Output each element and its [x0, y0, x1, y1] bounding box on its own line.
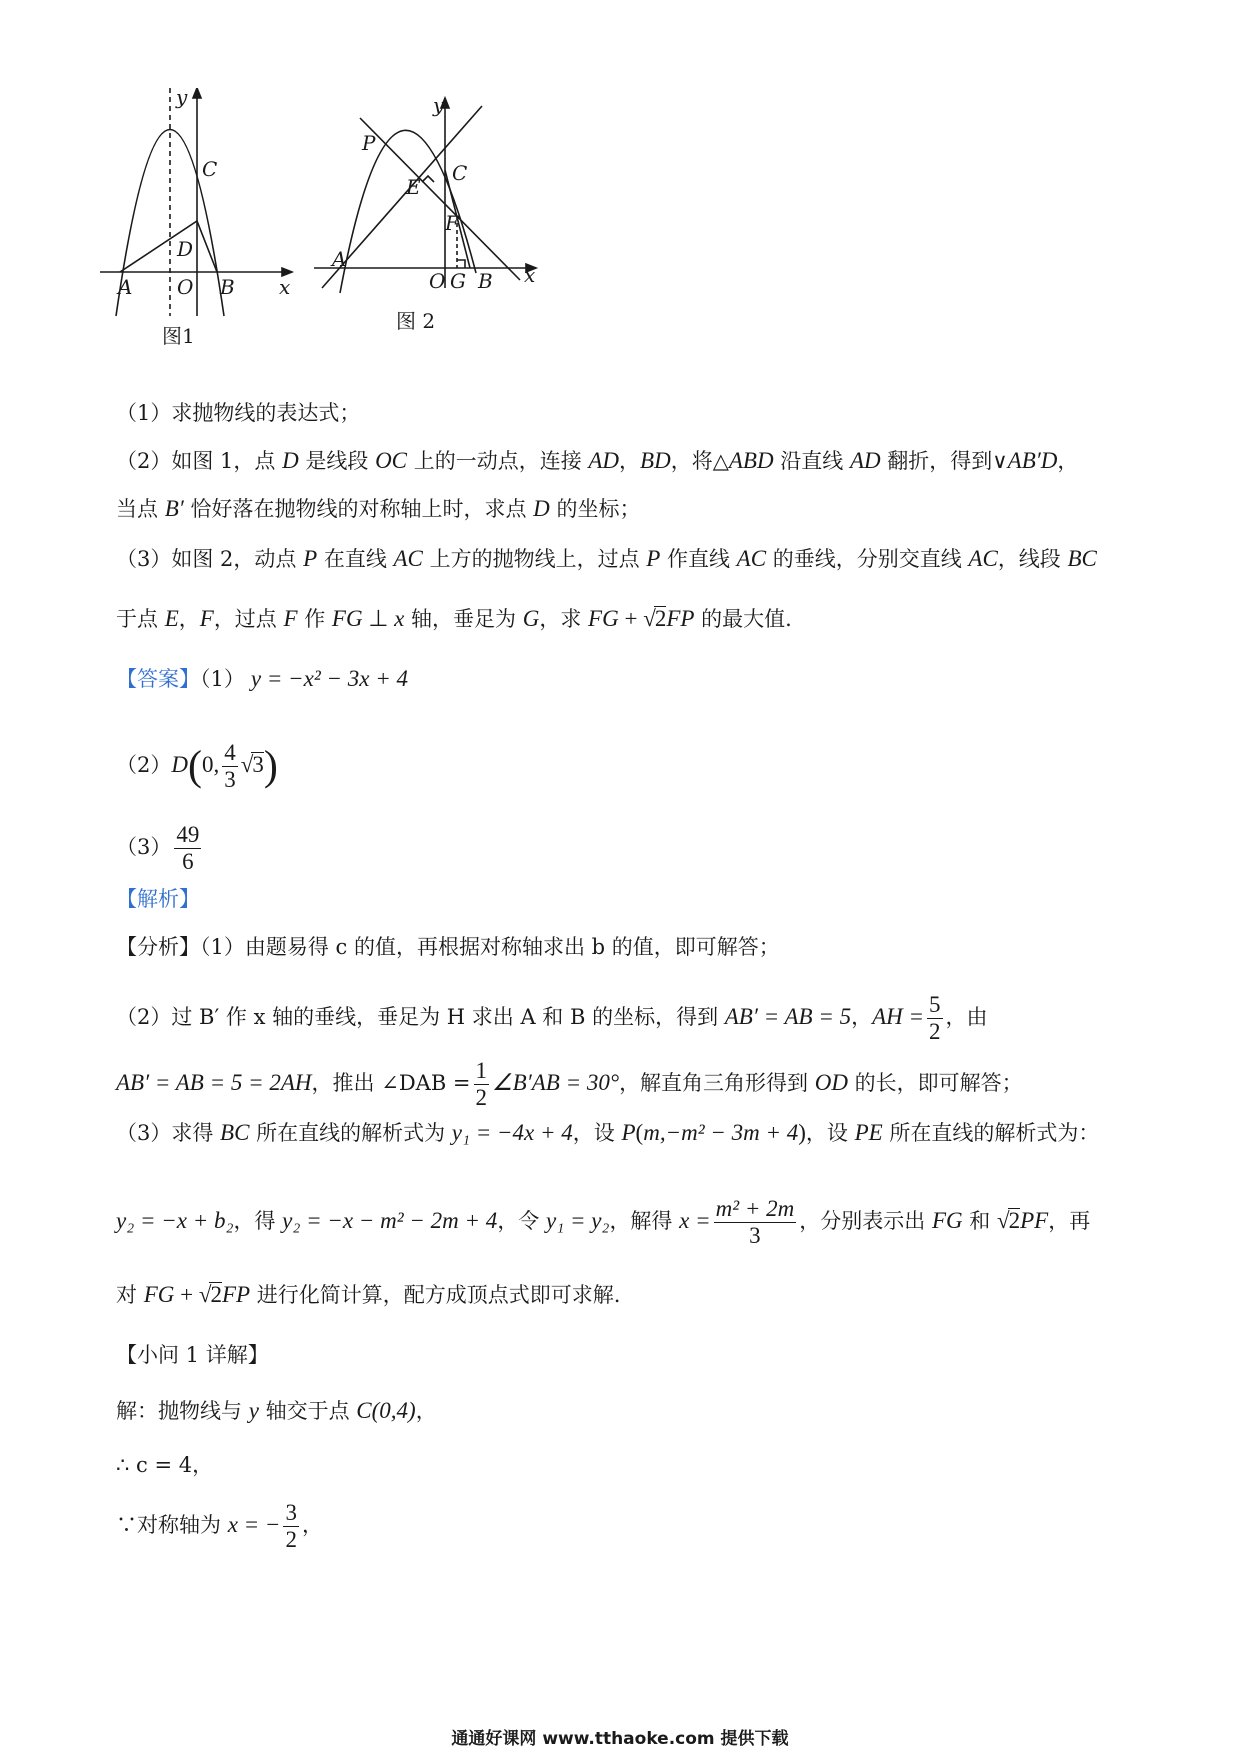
q3-point-P-2: P	[646, 546, 661, 571]
q2-triangle-ABpD: AB′D	[1007, 448, 1058, 473]
answer-3-label: （3）	[116, 835, 172, 859]
answer-2: （2）D(0, $\frac{4}{3}$ √3)	[116, 740, 278, 792]
answer-2-D: D	[171, 752, 188, 777]
question-2-line-2	[116, 494, 1160, 524]
answer-3-fraction	[174, 822, 201, 875]
analysis-p3-P-coord: m,−m² − 3m + 4	[643, 1120, 799, 1145]
fig1-label-O: O	[177, 275, 194, 299]
analysis-p3-y1: y₁ = −4x + 4	[451, 1120, 573, 1145]
detail-fraction	[283, 1500, 299, 1553]
q2-text-6: 翻折，得到∨	[880, 449, 1008, 473]
q2-segment-BD: BD	[640, 448, 671, 473]
q3-text-12: ，求	[539, 607, 589, 631]
detail-line-2	[116, 1450, 1160, 1480]
fig2-label-B: B	[478, 269, 493, 293]
fig1-label-A: A	[118, 275, 133, 299]
analysis-p2-eq-2: AB′ = AB = 5 = 2AH	[116, 1070, 312, 1095]
analysis-p3-plus: +	[174, 1282, 199, 1307]
analysis-p2-fraction-1	[927, 992, 943, 1045]
q3-text-6: ，线段	[997, 547, 1068, 571]
analysis-p2-text-1: （2）过 B′ 作 x 轴的垂线，垂足为 H 求出 A 和 B 的坐标，得到	[116, 1005, 725, 1029]
analysis-p3-text-4: ，设	[805, 1121, 855, 1145]
detail-point-C: C(0,4)	[356, 1398, 416, 1423]
detail-tag: 【小问 1 详解】	[116, 1343, 269, 1367]
analysis-part-2-line-1	[116, 992, 1160, 1045]
analysis-p3-y2: y₂ = −x + b₂	[116, 1208, 234, 1233]
fig1-label-B: B	[220, 275, 235, 299]
analysis-p2-num-1: 5	[929, 992, 941, 1017]
q3-text-11: 轴，垂足为	[404, 607, 523, 631]
q2-point-Bp: B′	[164, 496, 184, 521]
analysis-p3-text-5: 所在直线的解析式为：	[882, 1121, 1100, 1145]
answer-2-den: 3	[224, 767, 236, 792]
analysis-part-3-line-3: 对 FG + √2FP 进行化简计算，配方成顶点式即可求解.	[116, 1282, 621, 1307]
q2-text-4: ，将△	[670, 449, 729, 473]
analysis-p2-eq-1: AB′ = AB = 5	[724, 1004, 852, 1029]
analysis-part-3-line-1: （3）求得 BC 所在直线的解析式为 y₁ = −4x + 4，设 P(m,−m² − 3m + 4)，设 PE 所在直线的解析式为：	[116, 1120, 1100, 1145]
detail-line-3	[116, 1500, 1160, 1553]
q3-text-7: 于点	[116, 607, 165, 631]
detail-text-1: 解：抛物线与	[116, 1399, 249, 1423]
q3-text-10: 作	[297, 607, 332, 631]
analysis-p3-BC: BC	[220, 1120, 250, 1145]
analysis-p2-text-3: ，解直角三角形得到	[619, 1071, 815, 1095]
q3-expr-plus: +	[618, 606, 644, 631]
analysis-p3-PF: PF	[1020, 1208, 1049, 1233]
q3-expr-FG: FG	[588, 606, 619, 631]
analysis-p3-fraction	[714, 1196, 797, 1249]
analysis-p2-angle-BpAB: ∠B′AB = 30°	[492, 1070, 620, 1095]
analysis-p3-text-10: 和	[962, 1209, 997, 1233]
footer-watermark: 通通好课网 www.tthaoke.com 提供下载	[451, 1729, 789, 1749]
fig2-caption: 图 2	[396, 309, 436, 333]
fig2-line-PE	[360, 118, 520, 280]
analysis-p3-text-2: 所在直线的解析式为	[249, 1121, 452, 1145]
analysis-p3-text-13: 进行化简计算，配方成顶点式即可求解.	[250, 1283, 621, 1307]
analysis-p2-fraction-2	[474, 1058, 490, 1111]
fig1-caption: 图1	[162, 324, 195, 348]
fig2-label-F: F	[445, 211, 459, 235]
q3-line-AC-3: AC	[968, 546, 998, 571]
analysis-p3-text-6: ，得	[233, 1209, 283, 1233]
analysis-p3-text-11: ，再	[1048, 1209, 1091, 1233]
analysis-p2-den-2: 2	[475, 1085, 488, 1110]
analysis-p2-AH: AH =	[872, 1004, 925, 1029]
q3-line-AC: AC	[393, 546, 423, 571]
answer-2-label: （2）	[116, 753, 172, 777]
answer-tag: 【答案】	[116, 667, 200, 691]
q2-text-1: （2）如图 1，点	[116, 449, 283, 473]
question-1-text: （1）求抛物线的表达式；	[116, 401, 361, 425]
question-3-line-1	[116, 544, 1160, 574]
q2-text-5: 沿直线	[773, 449, 850, 473]
fig1-lines-AD-BD	[120, 221, 217, 272]
q2-text-9: 恰好落在抛物线的对称轴上时，求点	[183, 497, 534, 521]
analysis-p3-FP: FP	[221, 1282, 251, 1307]
fig2-label-y: y	[433, 93, 445, 117]
question-2-line-1	[116, 446, 1160, 476]
q3-perp: ⊥	[362, 606, 395, 631]
fig2-label-G: G	[450, 269, 466, 293]
analysis-p2-angle-DAB: ，推出 ∠DAB =	[311, 1071, 471, 1095]
detail-den: 2	[285, 1527, 297, 1552]
answer-3-num: 49	[176, 822, 200, 847]
figures	[100, 88, 660, 398]
q2-triangle-ABD: ABD	[728, 448, 774, 473]
analysis-p3-text-7: ，令	[497, 1209, 546, 1233]
analysis-p3-x-den: 3	[749, 1223, 761, 1248]
analysis-p3-text-8: ，解得	[609, 1209, 680, 1233]
q3-line-AC-2: AC	[736, 546, 767, 571]
figure-panel	[100, 88, 660, 398]
analysis-part-1-text: 【分析】（1）由题易得 c 的值，再根据对称轴求出 b 的值，即可解答；	[116, 935, 780, 959]
q2-text-3: 上的一动点，连接	[407, 449, 589, 473]
analysis-p3-eq: y₁ = y₂	[546, 1208, 610, 1233]
question-1	[116, 398, 1160, 428]
analysis-p2-OD: OD	[814, 1070, 848, 1095]
fig2-label-P: P	[362, 131, 376, 155]
analysis-p3-x-eq: x =	[679, 1208, 711, 1233]
q3-point-E: E	[164, 606, 179, 631]
analysis-p2-text-2: ，由	[945, 1005, 988, 1029]
analysis-p3-sqrt-2: 2	[210, 1282, 222, 1307]
q2-text-8: 当点	[116, 497, 165, 521]
analysis-part-1	[116, 932, 1160, 962]
detail-num: 3	[285, 1500, 297, 1525]
analysis-p2-comma: ，	[851, 1005, 873, 1029]
q2-point-D-2: D	[533, 496, 550, 521]
q3-expr-sqrt2: 2	[654, 606, 667, 631]
analysis-p3-y2b: y₂ = −x − m² − 2m + 4	[282, 1208, 498, 1233]
q3-x: x	[394, 606, 405, 631]
analysis-p3-FG-2: FG	[143, 1282, 175, 1307]
q3-segment-FG: FG	[331, 606, 363, 631]
q3-text-2: 在直线	[317, 547, 394, 571]
fig2-right-angle-G	[457, 260, 465, 268]
q2-point-D: D	[282, 448, 299, 473]
detail-comma: ，	[415, 1399, 437, 1423]
analysis-p2-text-4: 的长，即可解答；	[847, 1071, 1023, 1095]
fig2-label-O: O	[429, 269, 446, 293]
fig2-label-C: C	[452, 161, 468, 185]
detail-line-1	[116, 1396, 1160, 1426]
figure-2	[314, 98, 536, 293]
fig1-label-x: x	[279, 275, 291, 299]
q3-point-F-2: F	[283, 606, 298, 631]
q2-text-7: ，	[1057, 449, 1079, 473]
q3-segment-BC: BC	[1067, 546, 1097, 571]
q3-text-3: 上方的抛物线上，过点	[422, 547, 647, 571]
analysis-p3-text-3: ，设	[572, 1121, 622, 1145]
analysis-p3-P: P	[621, 1120, 636, 1145]
analysis-p3-text-12: 对	[116, 1283, 144, 1307]
q2-comma: ，	[619, 449, 641, 473]
fig1-label-C: C	[202, 157, 218, 181]
fig1-label-D: D	[177, 237, 194, 261]
detail-y: y	[248, 1398, 259, 1423]
q3-text-8: ，	[178, 607, 200, 631]
analysis-p3-FG: FG	[931, 1208, 963, 1233]
analysis-p3-PE: PE	[854, 1120, 883, 1145]
analysis-p2-num-2: 1	[475, 1058, 488, 1083]
q2-line-AD: AD	[849, 448, 881, 473]
answer-3-den: 6	[182, 849, 194, 874]
q3-point-G: G	[522, 606, 540, 631]
answer-3	[116, 822, 1160, 875]
analysis-part-3-line-2: y₂ = −x + b₂，得 y₂ = −x − m² − 2m + 4，令 y₁ = y₂，解得 x = $\frac{\text{m² + 2m}}{3}$ ，分别表示出 FG 和 √2PF，再	[116, 1196, 1091, 1248]
analysis-p2-den-1: 2	[929, 1019, 941, 1044]
q3-point-P: P	[303, 546, 318, 571]
answer-2-zero: 0,	[202, 752, 220, 777]
q3-text-13: 的最大值.	[694, 607, 792, 631]
answer-2-sqrt: 3	[252, 752, 264, 777]
detail-text-2: 轴交于点	[258, 1399, 357, 1423]
analysis-p3-text-9: ，分别表示出	[799, 1209, 932, 1233]
analysis-part-2-line-2	[116, 1058, 1160, 1111]
answer-2-num: 4	[224, 740, 236, 765]
fig2-label-E: E	[406, 175, 421, 199]
q3-text-5: 的垂线，分别交直线	[766, 547, 969, 571]
analysis-tag-line	[116, 884, 1160, 914]
answer-2-fraction	[222, 740, 238, 793]
answer-1	[116, 664, 1160, 694]
analysis-p3-sqrt: 2	[1008, 1208, 1021, 1233]
q3-text-4: 作直线	[660, 547, 737, 571]
detail-text-4: ，	[301, 1513, 323, 1537]
fig2-label-x: x	[524, 263, 536, 287]
fig2-label-A: A	[332, 247, 347, 271]
q2-segment-AD: AD	[588, 448, 620, 473]
q3-text-9: ，过点	[213, 607, 284, 631]
analysis-tag: 【解析】	[116, 887, 200, 911]
fig1-y-arrow	[193, 88, 201, 98]
analysis-p3-x-num: m² + 2m	[715, 1196, 795, 1221]
detail-c-value: ∴ c = 4，	[116, 1453, 214, 1477]
q3-expr-FP: FP	[666, 606, 695, 631]
detail-x-eq: x = −	[227, 1512, 281, 1537]
answer-1-expression: y = −x² − 3x + 4	[250, 666, 408, 691]
question-3-line-2: 于点 E，F，过点 F 作 FG ⊥ x 轴，垂足为 G，求 FG + √2FP 的最大值.	[116, 606, 792, 631]
fig1-label-y: y	[176, 88, 188, 109]
q2-text-2: 是线段	[298, 449, 376, 473]
answer-1-label: （1）	[200, 667, 245, 691]
q3-text-1: （3）如图 2，动点	[116, 547, 304, 571]
analysis-p3-text-1: （3）求得	[116, 1121, 221, 1145]
fig2-right-angle-E	[422, 176, 434, 182]
q2-segment-OC: OC	[375, 448, 408, 473]
q3-point-F: F	[199, 606, 214, 631]
detail-text-3: ∵对称轴为	[116, 1513, 228, 1537]
detail-tag-line	[116, 1340, 1160, 1370]
q2-text-10: 的坐标；	[549, 497, 641, 521]
